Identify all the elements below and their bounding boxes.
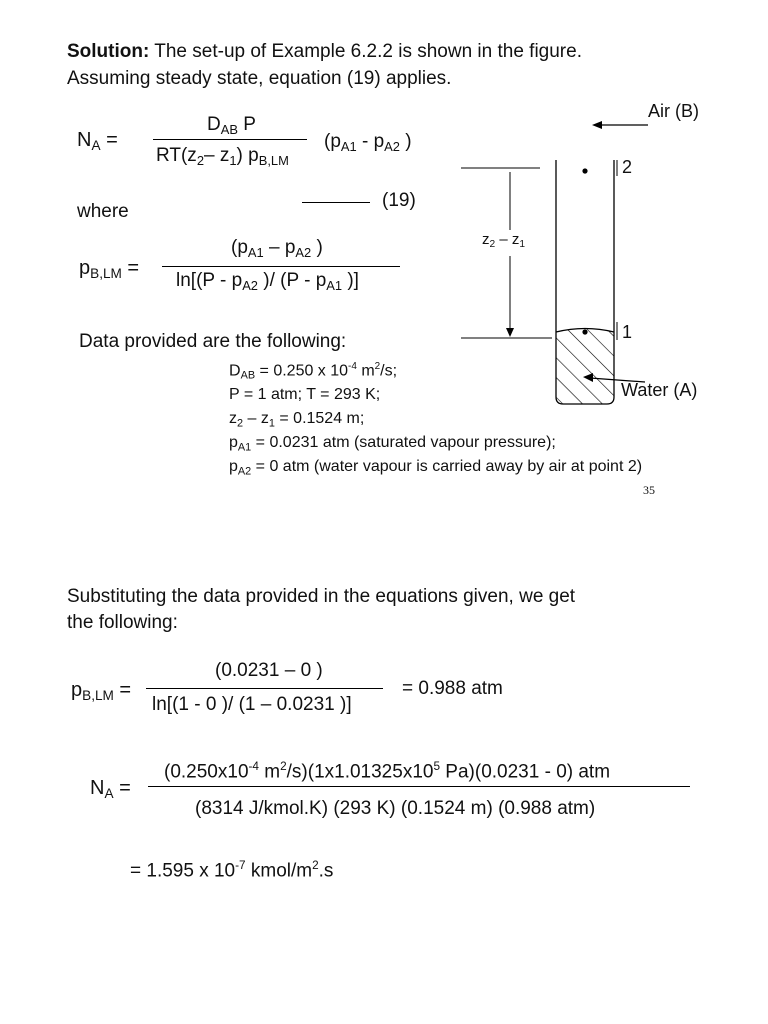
s2-pblm-lhs: $p_{B,LM}$ = bbox=[71, 679, 132, 704]
s2-final-result: = 1.595 x $10^{-7}$ kmol/$m^2.s$ bbox=[130, 859, 334, 882]
data-z: $z_2 - z_1 = 0.1524$ m; bbox=[229, 410, 365, 430]
intro-line-2: the following: bbox=[67, 612, 178, 633]
solution-text: The set-up of Example 6.2.2 is shown in the figure. bbox=[154, 41, 582, 62]
dimension-arrowhead bbox=[506, 328, 514, 337]
data-pa1: $p_{A1} = 0.0231$ atm (saturated vapour pressure); bbox=[229, 434, 556, 454]
solution-label: Solution: bbox=[67, 41, 150, 62]
s2-na-numerator: ($0.250x10^{-4}$ $m^2/s)(1x1.01325x10^5$ Pa)(0.0231 - 0) atm bbox=[164, 760, 611, 783]
air-label: Air (B) bbox=[648, 101, 699, 121]
intro-line-1: Substituting the data provided in the equations given, we get bbox=[67, 586, 576, 607]
pblm-denominator: $\ln[(P - p_{A2}$ )/ ($P - p_{A1}$ )] bbox=[176, 270, 359, 293]
s2-pblm-numerator: (0.0231 – 0 ) bbox=[215, 660, 323, 681]
air-arrowhead bbox=[592, 121, 602, 129]
na-denominator: $RT(z_2-$ $z_1$) $p_{B,LM}$ bbox=[156, 145, 289, 168]
point-1-label: 1 bbox=[622, 322, 633, 342]
dz-label: $z_2 - z_1$ bbox=[482, 231, 526, 251]
data-heading: Data provided are the following: bbox=[79, 331, 347, 352]
point-1-dot bbox=[582, 329, 587, 334]
s2-na-denominator: (8314 J/kmol.K) (293 K) (0.1524 m) (0.988 atm) bbox=[195, 798, 596, 819]
na-numerator: $D_{AB}$ P bbox=[207, 114, 256, 137]
na-factor: ($p_{A1} - p_{A2}$ ) bbox=[324, 131, 412, 154]
s2-na-fraction-bar bbox=[148, 786, 690, 787]
eq-number: (19) bbox=[382, 190, 416, 211]
s2-pblm-denominator: ln[(1 - 0 )/ (1 – 0.0231 )] bbox=[152, 694, 352, 715]
water-label: Water (A) bbox=[621, 380, 698, 400]
data-dab: $D_{AB} = 0.250$ x $10^{-4}$ $m^2/s$; bbox=[229, 361, 398, 382]
s2-pblm-result: = 0.988 atm bbox=[402, 678, 503, 699]
where-label: where bbox=[77, 201, 129, 222]
pblm-lhs: $p_{B,LM}$ = bbox=[79, 257, 140, 282]
point-2-label: 2 bbox=[622, 157, 633, 177]
data-pt: P = 1 atm; T = 293 K; bbox=[229, 386, 381, 403]
pblm-numerator: ($p_{A1} - p_{A2}$ ) bbox=[231, 237, 323, 260]
point-2-dot bbox=[582, 168, 587, 173]
data-pa2: $p_{A2} = 0$ atm (water vapour is carried away by air at point 2) bbox=[229, 458, 643, 478]
na-lhs: $N_A$ = bbox=[77, 129, 118, 154]
page-number: 35 bbox=[643, 483, 655, 497]
s2-na-lhs: $N_A$ = bbox=[90, 777, 131, 802]
s2-pblm-fraction-bar bbox=[146, 688, 383, 689]
solution-line-2: Assuming steady state, equation (19) applies. bbox=[67, 68, 452, 89]
